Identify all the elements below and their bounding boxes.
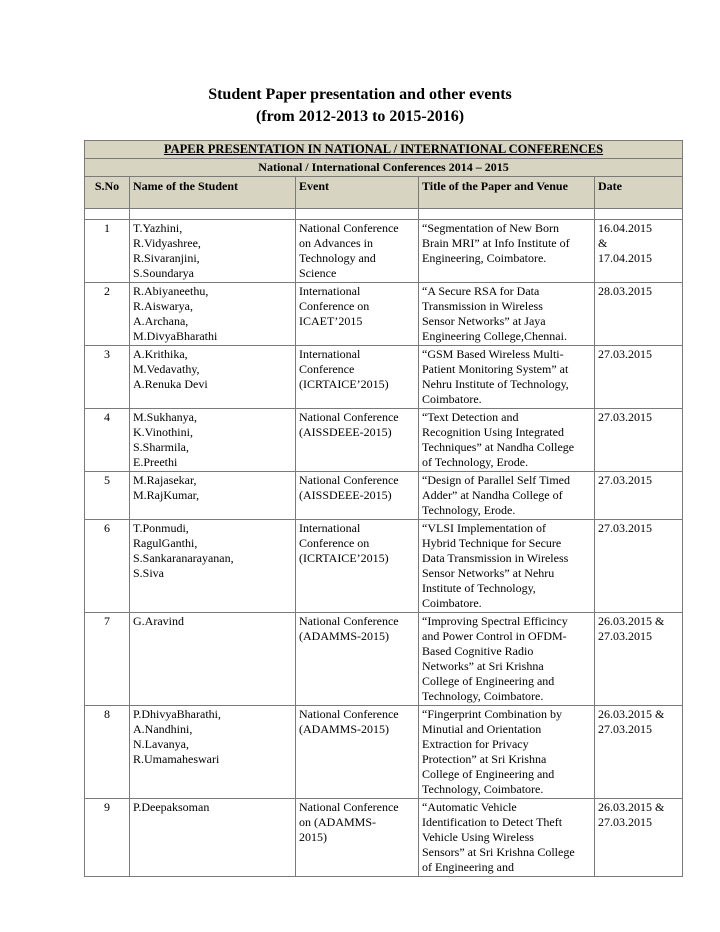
cell-event-line: (ICRTAICE’2015) [299, 377, 389, 391]
cell-title-venue-line: Vehicle Using Wireless [422, 830, 534, 844]
table-row [85, 799, 683, 877]
cell-title-venue-line: of Technology, Erode. [422, 455, 529, 469]
cell-date [595, 520, 683, 613]
cell-student-names-line: S.Sharmila, [133, 440, 189, 454]
title-line-1: Student Paper presentation and other events [208, 86, 512, 103]
cell-sno: 8 [85, 706, 130, 799]
cell-title-venue-line: Transmission in Wireless [422, 299, 543, 313]
cell-title-venue-line: Coimbatore. [422, 392, 482, 406]
cell-student-names [130, 520, 296, 613]
paper-presentation-table [84, 140, 683, 877]
cell-title-venue-line: Hybrid Technique for Secure [422, 536, 562, 550]
cell-event-line: 2015) [299, 830, 327, 844]
cell-event-line: on (ADAMMS- [299, 815, 377, 829]
cell-student-names-line: R.Vidyashree, [133, 236, 201, 250]
cell-title-venue-line: “Segmentation of New Born [422, 221, 559, 235]
cell-student-names-line: RagulGanthi, [133, 536, 198, 550]
cell-event [296, 346, 419, 409]
table-row [85, 706, 683, 799]
cell-event [296, 520, 419, 613]
cell-student-names-line: M.Sukhanya, [133, 410, 197, 424]
cell-title-venue-line: Institute of Technology, [422, 581, 536, 595]
cell-title-venue [419, 220, 595, 283]
cell-title-venue-line: “Improving Spectral Efficincy [422, 614, 568, 628]
cell-title-venue-line: “Text Detection and [422, 410, 519, 424]
table-row [85, 283, 683, 346]
cell-student-names-line: N.Lavanya, [133, 737, 189, 751]
header-name: Name of the Student [130, 177, 296, 209]
cell-date [595, 346, 683, 409]
cell-title-venue-line: Protection” at Sri Krishna [422, 752, 547, 766]
table-banner [85, 141, 683, 159]
cell-event-line: (ADAMMS-2015) [299, 629, 389, 643]
cell-student-names-line: A.Archana, [133, 314, 189, 328]
cell-event-line: (AISSDEEE-2015) [299, 425, 392, 439]
cell-date-line: 27.03.2015 [598, 521, 652, 535]
cell-event-line: National Conference [299, 707, 399, 721]
cell-date-line: 27.03.2015 [598, 629, 652, 643]
cell-date [595, 706, 683, 799]
cell-student-names-line: T.Yazhini, [133, 221, 183, 235]
cell-title-venue-line: Coimbatore. [422, 596, 482, 610]
cell-title-venue-line: Recognition Using Integrated [422, 425, 564, 439]
cell-student-names [130, 799, 296, 877]
cell-student-names-line: R.Abiyaneethu, [133, 284, 209, 298]
cell-student-names [130, 283, 296, 346]
cell-student-names-line: G.Aravind [133, 614, 184, 628]
cell-event [296, 799, 419, 877]
cell-title-venue-line: of Engineering and [422, 860, 514, 874]
cell-title-venue-line: Minutial and Orientation [422, 722, 542, 736]
cell-title-venue-line: Identification to Detect Theft [422, 815, 563, 829]
cell-event-line: (AISSDEEE-2015) [299, 488, 392, 502]
cell-title-venue-line: Sensors” at Sri Krishna College [422, 845, 575, 859]
header-event: Event [296, 177, 419, 209]
cell-title-venue-line: Patient Monitoring System” at [422, 362, 569, 376]
cell-date [595, 283, 683, 346]
cell-title-venue [419, 472, 595, 520]
cell-event-line: National Conference [299, 221, 399, 235]
cell-student-names-line: E.Preethi [133, 455, 178, 469]
cell-date-line: 26.03.2015 & [598, 707, 665, 721]
cell-date [595, 409, 683, 472]
cell-event-line: International [299, 284, 361, 298]
cell-event-line: National Conference [299, 410, 399, 424]
cell-title-venue-line: Sensor Networks” at Nehru [422, 566, 555, 580]
cell-title-venue-line: Data Transmission in Wireless [422, 551, 569, 565]
cell-title-venue-line: Engineering, Coimbatore. [422, 251, 547, 265]
cell-title-venue-line: Technology, Erode. [422, 503, 516, 517]
cell-title-venue [419, 520, 595, 613]
cell-title-venue [419, 706, 595, 799]
cell-title-venue-line: Engineering College,Chennai. [422, 329, 567, 343]
cell-date-line: 26.03.2015 & [598, 800, 665, 814]
header-sno: S.No [85, 177, 130, 209]
cell-date [595, 472, 683, 520]
cell-student-names-line: A.Renuka Devi [133, 377, 208, 391]
cell-title-venue-line: Nehru Institute of Technology, [422, 377, 569, 391]
table-row [85, 220, 683, 283]
cell-title-venue-line: “Automatic Vehicle [422, 800, 517, 814]
cell-date-line: 28.03.2015 [598, 284, 652, 298]
cell-title-venue-line: Brain MRI” at Info Institute of [422, 236, 570, 250]
cell-title-venue [419, 346, 595, 409]
cell-student-names-line: T.Ponmudi, [133, 521, 189, 535]
cell-student-names-line: M.RajKumar, [133, 488, 200, 502]
cell-event-line: Technology and [299, 251, 376, 265]
cell-student-names-line: R.Sivaranjini, [133, 251, 200, 265]
cell-event-line: National Conference [299, 614, 399, 628]
cell-student-names [130, 220, 296, 283]
cell-student-names-line: S.Siva [133, 566, 165, 580]
cell-student-names-line: A.Nandhini, [133, 722, 193, 736]
cell-student-names-line: R.Umamaheswari [133, 752, 220, 766]
cell-event-line: International [299, 347, 361, 361]
cell-event [296, 706, 419, 799]
cell-student-names-line: P.Deepaksoman [133, 800, 210, 814]
cell-sno: 5 [85, 472, 130, 520]
cell-title-venue-line: College of Engineering and [422, 674, 555, 688]
cell-student-names-line: S.Soundarya [133, 266, 194, 280]
cell-date-line: 27.03.2015 [598, 473, 652, 487]
cell-title-venue-line: College of Engineering and [422, 767, 555, 781]
table-row [85, 613, 683, 706]
cell-date-line: 27.03.2015 [598, 347, 652, 361]
title-line-2: (from 2012-2013 to 2015-2016) [255, 108, 465, 125]
header-title-venue: Title of the Paper and Venue [419, 177, 595, 209]
cell-title-venue [419, 799, 595, 877]
cell-student-names-line: M.Vedavathy, [133, 362, 200, 376]
cell-sno: 6 [85, 520, 130, 613]
cell-date-line: & [598, 236, 608, 250]
cell-date-line: 27.03.2015 [598, 410, 652, 424]
cell-sno: 9 [85, 799, 130, 877]
cell-student-names [130, 409, 296, 472]
cell-event-line: National Conference [299, 800, 399, 814]
cell-date [595, 613, 683, 706]
cell-date-line: 27.03.2015 [598, 815, 652, 829]
cell-event [296, 220, 419, 283]
cell-title-venue-line: Adder” at Nandha College of [422, 488, 563, 502]
cell-event-line: Conference on [299, 536, 370, 550]
cell-title-venue-line: “VLSI Implementation of [422, 521, 546, 535]
table-subheading: National / International Conferences 2014 – 2015 [85, 159, 683, 177]
table-row [85, 472, 683, 520]
cell-student-names [130, 613, 296, 706]
cell-title-venue-line: “Fingerprint Combination by [422, 707, 562, 721]
cell-title-venue-line: “Design of Parallel Self Timed [422, 473, 570, 487]
cell-sno: 1 [85, 220, 130, 283]
cell-title-venue-line: Techniques” at Nandha College [422, 440, 575, 454]
cell-title-venue-line: Technology, Coimbatore. [422, 689, 544, 703]
cell-event [296, 472, 419, 520]
cell-sno: 3 [85, 346, 130, 409]
cell-student-names-line: M.DivyaBharathi [133, 329, 218, 343]
cell-student-names [130, 706, 296, 799]
cell-title-venue [419, 409, 595, 472]
cell-event-line: on Advances in [299, 236, 373, 250]
cell-event-line: ICAET’2015 [299, 314, 363, 328]
cell-sno: 7 [85, 613, 130, 706]
cell-title-venue-line: Based Cognitive Radio [422, 644, 534, 658]
cell-event-line: Science [299, 266, 337, 280]
table-row [85, 346, 683, 409]
banner-text: PAPER PRESENTATION IN NATIONAL / INTERNATIONAL CONFERENCES [163, 142, 604, 156]
cell-date-line: 27.03.2015 [598, 722, 652, 736]
cell-event [296, 613, 419, 706]
cell-student-names-line: P.DhivyaBharathi, [133, 707, 221, 721]
cell-event-line: (ADAMMS-2015) [299, 722, 389, 736]
cell-title-venue-line: Technology, Coimbatore. [422, 782, 544, 796]
header-date: Date [595, 177, 683, 209]
cell-student-names-line: S.Sankaranarayanan, [133, 551, 234, 565]
cell-date [595, 799, 683, 877]
cell-student-names [130, 472, 296, 520]
cell-student-names-line: M.Rajasekar, [133, 473, 197, 487]
cell-date-line: 17.04.2015 [598, 251, 652, 265]
cell-title-venue-line: Networks” at Sri Krishna [422, 659, 544, 673]
cell-sno: 2 [85, 283, 130, 346]
cell-title-venue [419, 613, 595, 706]
cell-date-line: 16.04.2015 [598, 221, 652, 235]
cell-event [296, 283, 419, 346]
cell-student-names-line: R.Aiswarya, [133, 299, 193, 313]
cell-event-line: International [299, 521, 361, 535]
cell-sno: 4 [85, 409, 130, 472]
cell-event-line: (ICRTAICE’2015) [299, 551, 389, 565]
cell-title-venue-line: Extraction for Privacy [422, 737, 529, 751]
cell-title-venue-line: “A Secure RSA for Data [422, 284, 540, 298]
cell-event [296, 409, 419, 472]
cell-student-names-line: K.Vinothini, [133, 425, 193, 439]
document-title [0, 84, 720, 128]
cell-event-line: National Conference [299, 473, 399, 487]
cell-event-line: Conference [299, 362, 355, 376]
cell-title-venue [419, 283, 595, 346]
cell-title-venue-line: Sensor Networks” at Jaya [422, 314, 546, 328]
cell-date-line: 26.03.2015 & [598, 614, 665, 628]
cell-title-venue-line: and Power Control in OFDM- [422, 629, 567, 643]
cell-date [595, 220, 683, 283]
cell-student-names [130, 346, 296, 409]
table-row [85, 520, 683, 613]
cell-event-line: Conference on [299, 299, 370, 313]
cell-student-names-line: A.Krithika, [133, 347, 188, 361]
table-row [85, 409, 683, 472]
table-body [85, 220, 683, 877]
cell-title-venue-line: “GSM Based Wireless Multi- [422, 347, 564, 361]
spacer-row [85, 209, 683, 220]
